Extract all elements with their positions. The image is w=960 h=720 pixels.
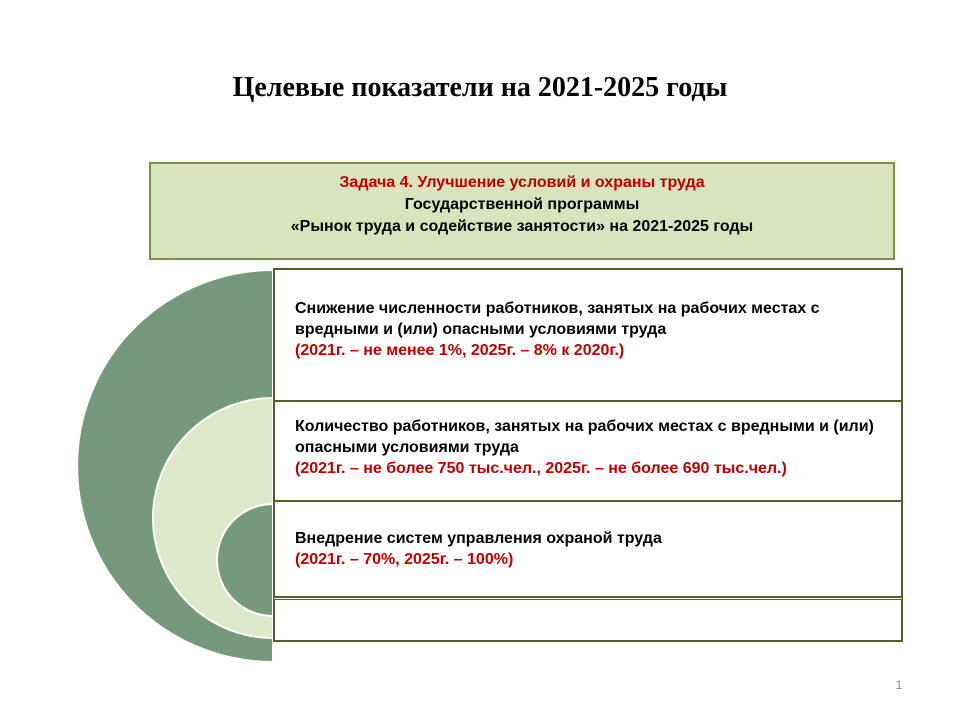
middle-ring [153,398,273,638]
slide-title: Целевые показатели на 2021-2025 годы [232,72,728,103]
indicator-1-target: (2021г. – не менее 1%, 2025г. – 8% к 2020г.) [295,342,625,359]
bottom-strip [273,596,903,642]
page-number: 1 [895,678,903,692]
indicator-1-text: Снижение численности работников, занятых на рабочих местах с вредными и (или) опасными условиями труда [295,300,820,338]
indicator-box-1 [273,268,903,402]
task-header-box [149,162,895,260]
indicator-3-target: (2021г. – 70%, 2025г. – 100%) [295,551,514,568]
indicator-box-2 [273,400,903,502]
task-program-name: «Рынок труда и содействие занятости» на 2021-2025 годы [290,218,754,235]
indicator-box-3 [273,500,903,598]
task-title: Задача 4. Улучшение условий и охраны труда [339,174,705,191]
indicator-2-text: Количество работников, занятых на рабочих местах с вредными и (или) опасными условиями труда [295,418,874,456]
indicator-2-target: (2021г. – не более 750 тыс.чел., 2025г. – не более 690 тыс.чел.) [295,460,787,477]
outer-ring [77,270,273,662]
inner-circle [217,504,273,616]
task-program-line: Государственной программы [404,196,640,213]
indicator-3-text: Внедрение систем управления охраной труда [295,530,662,547]
